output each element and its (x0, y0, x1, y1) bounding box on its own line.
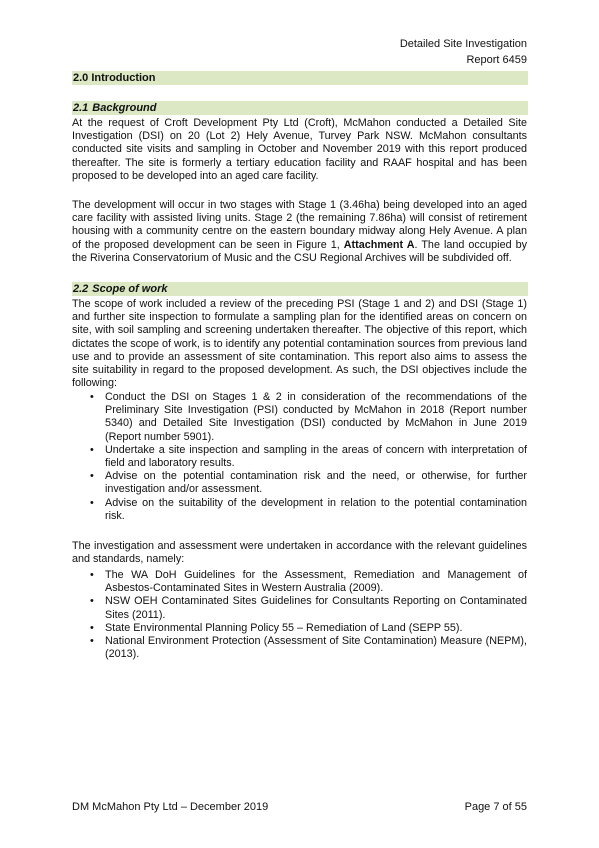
bullet-icon: • (90, 496, 94, 509)
list-item-text: Undertake a site inspection and sampling in the areas of concern with interpretation of field and laboratory results. (105, 443, 527, 470)
header-title: Detailed Site Investigation (399, 38, 527, 50)
list-item-text: Advise on the potential contamination risk and the need, or otherwise, for further investigation and/or assessment. (105, 470, 527, 496)
list-item (72, 444, 527, 470)
subsection-title: Scope of work (92, 283, 168, 295)
list-item (72, 635, 527, 661)
objectives-list (72, 391, 527, 523)
bullet-icon: • (90, 635, 94, 648)
list-item-text: The WA DoH Guidelines for the Assessment, Remediation and Management of Asbestos-Contaminated Sites in Western Australia (2009). (105, 569, 527, 595)
bullet-icon: • (90, 443, 94, 456)
scope-paragraph-2: The investigation and assessment were undertaken in accordance with the relevant guidelines and standards, namely: (72, 540, 527, 566)
list-item (72, 595, 527, 621)
section-heading-introduction: 2.0 Introduction (72, 71, 528, 85)
list-item-text: Advise on the suitability of the development in relation to the potential contamination risk. (105, 496, 527, 522)
paragraph-text: The development will occur in two stages with Stage 1 (3.46ha) being developed into an aged care facility with assisted living units. Stage 2 (the remaining 7.86ha) will consist of retirement housing with a community centre on the eastern boundary midway along Hely Avenue. A plan of the proposed development can be seen in Figure 1, (72, 199, 527, 251)
background-paragraph-1: At the request of Croft Development Pty Ltd (Croft), McMahon conducted a Detailed Site Investigation (DSI) on 20 (Lot 2) Hely Avenue, Turvey Park NSW. McMahon consultants conducted site visits and sampling in October and November 2019 with this report produced thereafter. The site is formerly a tertiary education facility and RAAF hospital and has been proposed to be developed into an aged care facility. (72, 117, 527, 182)
list-item (72, 622, 527, 635)
list-item-text: National Environment Protection (Assessment of Site Contamination) Measure (NEPM), (2013). (105, 635, 527, 661)
list-item-text: Conduct the DSI on Stages 1 & 2 in consideration of the recommendations of the Preliminary Site Investigation (PSI) conducted by McMahon in 2018 (Report number 5340) and Detailed Site Investigation (DSI) conducted by McMahon in June 2019 (Report number 5901). (105, 391, 527, 443)
bullet-icon: • (90, 470, 94, 483)
background-paragraph-2 (72, 199, 527, 265)
bullet-icon: • (90, 569, 94, 581)
list-item-text: State Environmental Planning Policy 55 – Remediation of Land (SEPP 55). (105, 621, 463, 634)
footer-page-number: Page 7 of 55 (464, 801, 527, 813)
guidelines-list (72, 569, 527, 661)
paragraph-text: . The land occupied by the Riverina Conservatorium of Music and the CSU Regional Archives will be subdivided off. (72, 238, 527, 264)
footer-company-date: DM McMahon Pty Ltd – December 2019 (72, 801, 269, 813)
bullet-icon: • (90, 391, 94, 403)
attachment-reference: Attachment A (343, 238, 415, 251)
list-item (72, 497, 527, 523)
list-item (72, 569, 527, 595)
subsection-heading-scope (72, 282, 528, 296)
subsection-title: Background (92, 102, 157, 114)
subsection-number: 2.1 (73, 102, 89, 114)
list-item (72, 391, 527, 444)
subsection-heading-background (72, 101, 528, 115)
bullet-icon: • (90, 595, 94, 608)
bullet-icon: • (90, 621, 94, 634)
list-item (72, 470, 527, 496)
scope-paragraph-1: The scope of work included a review of the preceding PSI (Stage 1 and 2) and DSI (Stage 1) and further site inspection to formulate a sampling plan for the identified areas on concern on site, with soil sampling and screening undertaken thereafter. The objective of this report, which dictates the scope of work, is to identify any potential contamination sources from previous land use and to provide an assessment of site contamination. This report also aims to assess the site suitability in regard to the proposed development. As such, the DSI objectives include the following: (72, 298, 527, 390)
subsection-number: 2.2 (73, 283, 89, 295)
header-report-number: Report 6459 (466, 54, 527, 66)
list-item-text: NSW OEH Contaminated Sites Guidelines for Consultants Reporting on Contaminated Sites (2011). (105, 595, 527, 621)
